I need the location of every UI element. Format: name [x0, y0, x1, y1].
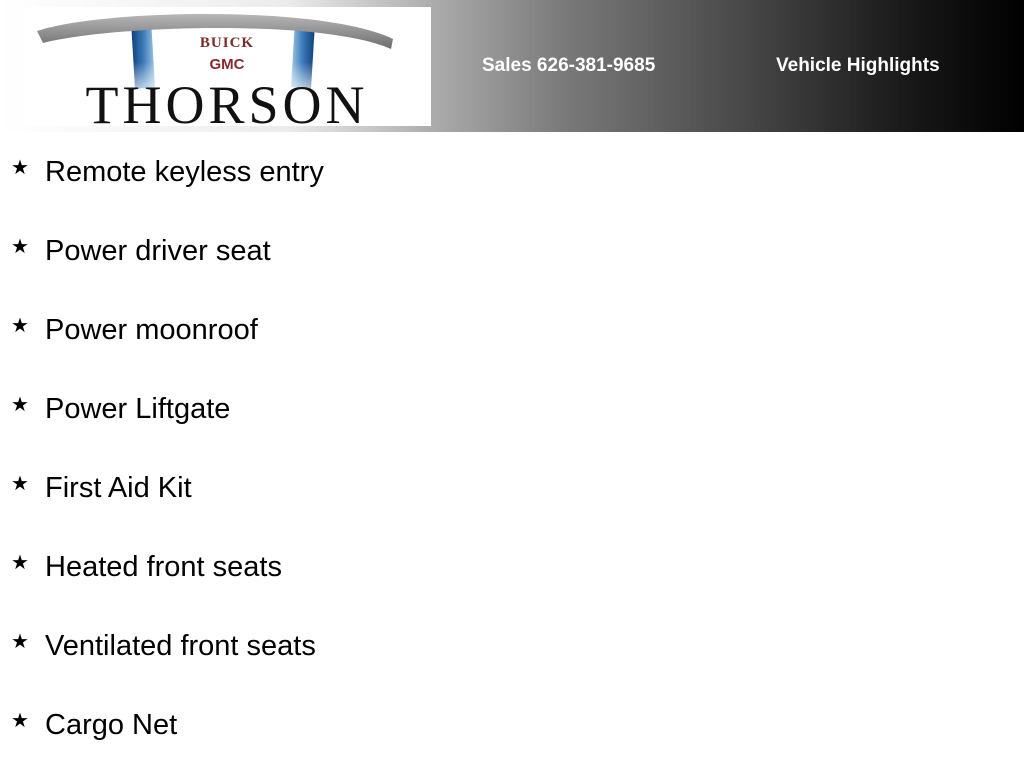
list-item [0, 685, 1024, 764]
feature-label: Remote keyless entry [45, 156, 324, 188]
star-icon: ★ [11, 392, 29, 416]
list-item [0, 606, 1024, 685]
feature-label: Power Liftgate [45, 393, 231, 425]
list-item [0, 211, 1024, 290]
star-icon: ★ [11, 708, 29, 732]
dealer-logo[interactable] [23, 7, 431, 126]
feature-label: Heated front seats [45, 551, 282, 583]
header-banner [0, 0, 1024, 132]
feature-list [0, 132, 1024, 764]
sales-phone-link[interactable]: Sales 626-381-9685 [482, 55, 656, 76]
list-item [0, 132, 1024, 211]
list-item [0, 448, 1024, 527]
list-item [0, 369, 1024, 448]
logo-graphic [23, 7, 431, 126]
star-icon: ★ [11, 471, 29, 495]
logo-buick-text: BUICK [199, 35, 255, 51]
star-icon: ★ [11, 155, 29, 179]
list-item [0, 290, 1024, 369]
star-icon: ★ [11, 629, 29, 653]
feature-label: First Aid Kit [45, 472, 192, 504]
feature-label: Cargo Net [45, 709, 178, 741]
list-item [0, 527, 1024, 606]
logo-gmc-text: GMC [209, 56, 245, 73]
logo-wordmark-text: THORSON [85, 75, 369, 126]
feature-label: Power moonroof [45, 314, 258, 346]
star-icon: ★ [11, 313, 29, 337]
star-icon: ★ [11, 550, 29, 574]
star-icon: ★ [11, 234, 29, 258]
vehicle-highlights-link[interactable]: Vehicle Highlights [776, 55, 940, 76]
feature-label: Ventilated front seats [45, 630, 316, 662]
feature-label: Power driver seat [45, 235, 271, 267]
